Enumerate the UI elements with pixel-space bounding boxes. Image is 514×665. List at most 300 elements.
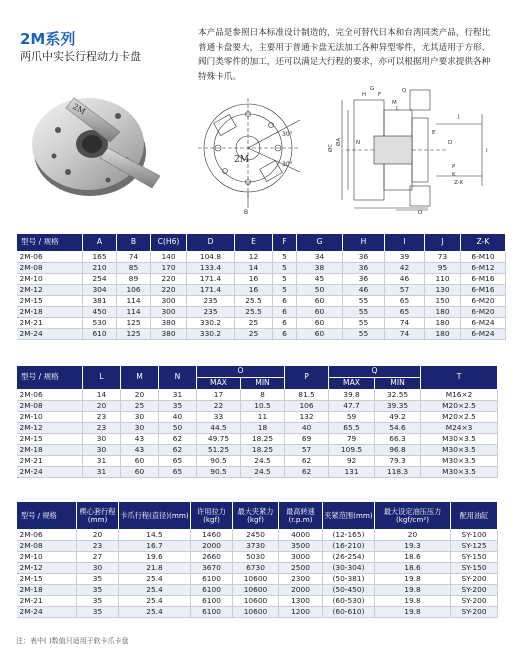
table-cell: 10600 xyxy=(233,607,279,618)
table-cell: 381 xyxy=(83,296,117,307)
col-subheader: MAX xyxy=(329,378,375,390)
table-cell: 165 xyxy=(83,252,117,263)
table-cell: M20×2.5 xyxy=(421,412,498,423)
table-cell: 65 xyxy=(159,456,197,467)
table-row xyxy=(17,263,506,274)
table-cell: 6100 xyxy=(191,585,233,596)
model-cell: 2M-06 xyxy=(17,390,83,401)
table-cell: 20 xyxy=(77,530,119,541)
table-cell: 35 xyxy=(77,574,119,585)
dim-label-a: ØA xyxy=(336,137,342,146)
table-cell: 610 xyxy=(83,329,117,340)
model-cell: 2M-08 xyxy=(17,541,77,552)
model-cell: 2M-10 xyxy=(17,412,83,423)
table-cell: 6-M24 xyxy=(461,329,506,340)
table-cell: 25 xyxy=(235,318,273,329)
table-cell: 19.3 xyxy=(375,541,451,552)
table-cell: 16 xyxy=(235,285,273,296)
col-header: 最大夹紧力(kgf) xyxy=(233,502,279,530)
table-row xyxy=(17,307,506,318)
table-cell: 6100 xyxy=(191,607,233,618)
table-cell: 44.5 xyxy=(197,423,241,434)
table-row xyxy=(17,456,498,467)
table-cell: 57 xyxy=(385,285,425,296)
table-cell: 46 xyxy=(385,274,425,285)
table-cell: 31 xyxy=(83,467,121,478)
table-cell: 90.5 xyxy=(197,467,241,478)
table-cell: 33 xyxy=(197,412,241,423)
dim-label-h: H xyxy=(362,92,367,98)
table-row xyxy=(17,252,506,263)
model-cell: 2M-21 xyxy=(17,318,83,329)
table-cell: 16.7 xyxy=(119,541,191,552)
col-header: F xyxy=(273,234,297,252)
table-cell: 45 xyxy=(297,274,343,285)
table-cell: 96.8 xyxy=(375,445,421,456)
table-cell: 16 xyxy=(235,274,273,285)
table-cell: 62 xyxy=(159,434,197,445)
table-cell: 65.5 xyxy=(329,423,375,434)
table-cell: 74 xyxy=(117,252,151,263)
table-cell: 220 xyxy=(151,285,187,296)
table-cell: 17 xyxy=(197,390,241,401)
table-row xyxy=(17,412,498,423)
table-cell: 79.3 xyxy=(375,456,421,467)
table-cell: 150 xyxy=(425,296,461,307)
table-cell: 5 xyxy=(273,252,297,263)
footnote: 注：表中( )数值只适用于软卡爪卡盘 xyxy=(16,637,129,645)
table-cell: 2450 xyxy=(233,530,279,541)
table-cell: 130 xyxy=(425,285,461,296)
table-row xyxy=(17,390,498,401)
table-cell: 65 xyxy=(385,307,425,318)
table-cell: 6-M20 xyxy=(461,296,506,307)
table-cell: 36 xyxy=(343,252,385,263)
table-cell: 60 xyxy=(297,329,343,340)
table-cell: 14 xyxy=(235,263,273,274)
model-cell: 2M-12 xyxy=(17,563,77,574)
model-cell: 2M-15 xyxy=(17,574,77,585)
table-cell: (60-530) xyxy=(323,596,375,607)
col-header: 最高转速(r.p.m) xyxy=(279,502,323,530)
table-cell: 2500 xyxy=(279,563,323,574)
col-header: 配用油缸 xyxy=(451,502,498,530)
table-cell: 74 xyxy=(385,329,425,340)
table-cell: 81.5 xyxy=(285,390,329,401)
table-cell: 43 xyxy=(121,445,159,456)
model-cell: 2M-24 xyxy=(17,467,83,478)
table-cell: 31 xyxy=(83,456,121,467)
table-cell: 6-M16 xyxy=(461,285,506,296)
table-cell: 1300 xyxy=(279,596,323,607)
table-row xyxy=(17,563,498,574)
dim-label-n: N xyxy=(356,140,361,146)
model-cell: 2M-12 xyxy=(17,285,83,296)
table-row xyxy=(17,541,498,552)
model-cell: 2M-06 xyxy=(17,530,77,541)
table-cell: 60 xyxy=(297,318,343,329)
table-cell: 235 xyxy=(187,307,235,318)
table-cell: 180 xyxy=(425,318,461,329)
table-cell: 5 xyxy=(273,285,297,296)
col-header: 楔心套行程(mm) xyxy=(77,502,119,530)
table-row xyxy=(17,596,498,607)
col-header: Z-K xyxy=(461,234,506,252)
table-cell: 6-M12 xyxy=(461,263,506,274)
performance-table xyxy=(16,501,498,618)
table-cell: 90.5 xyxy=(197,456,241,467)
col-header: I xyxy=(385,234,425,252)
table-cell: 25.5 xyxy=(235,296,273,307)
table-cell: 62 xyxy=(159,445,197,456)
table-cell: 20 xyxy=(83,401,121,412)
table-cell: 235 xyxy=(187,296,235,307)
dim-label-f: F xyxy=(378,92,382,98)
table-cell: 30 xyxy=(83,445,121,456)
table-cell: 2300 xyxy=(279,574,323,585)
table-cell: 43 xyxy=(121,434,159,445)
table-cell: 79 xyxy=(329,434,375,445)
table-cell: 89 xyxy=(117,274,151,285)
table-cell: 5 xyxy=(273,274,297,285)
table-cell: 6 xyxy=(273,296,297,307)
table-cell: 5030 xyxy=(233,552,279,563)
table-cell: SY-200 xyxy=(451,585,498,596)
table-cell: 125 xyxy=(117,318,151,329)
col-subheader: MIN xyxy=(375,378,421,390)
table-cell: 62 xyxy=(285,467,329,478)
table-cell: 110 xyxy=(425,274,461,285)
table-cell: 19.8 xyxy=(375,596,451,607)
table-cell: 10600 xyxy=(233,596,279,607)
table-cell: 39.35 xyxy=(375,401,421,412)
table-row xyxy=(17,585,498,596)
dimensions-table xyxy=(16,233,506,340)
table-cell: 6-M24 xyxy=(461,318,506,329)
table-cell: 35 xyxy=(77,607,119,618)
table-cell: 60 xyxy=(121,467,159,478)
table-cell: 60 xyxy=(297,296,343,307)
dim-label-m: M xyxy=(392,100,397,106)
table-cell: 6 xyxy=(273,329,297,340)
table-cell: 32.55 xyxy=(375,390,421,401)
table-cell: 5 xyxy=(273,263,297,274)
table-cell: 530 xyxy=(83,318,117,329)
table-cell: 106 xyxy=(285,401,329,412)
table-cell: 49.75 xyxy=(197,434,241,445)
table-cell: 57 xyxy=(285,445,329,456)
product-description: 本产品是参照日本标准设计制造的，完全可替代日本和台湾同类产品，行程比普通卡盘要大，主要用于普通卡盘无法加工各种异型零件，尤其适用于方形、阀门类零件的加工，还可以满足大行程的要求，亦可以根据用户要求提供各种特殊卡爪。 xyxy=(198,28,491,82)
table-cell: 62 xyxy=(285,456,329,467)
table-cell: 380 xyxy=(151,318,187,329)
table-cell: 12 xyxy=(235,252,273,263)
table-cell: 25 xyxy=(235,329,273,340)
table-cell: 23 xyxy=(83,423,121,434)
product-subtitle: 两爪中实长行程动力卡盘 xyxy=(20,50,141,63)
table-cell: 171.4 xyxy=(187,274,235,285)
table-cell: 10600 xyxy=(233,585,279,596)
table-cell: M16×2 xyxy=(421,390,498,401)
table-cell: 25.4 xyxy=(119,607,191,618)
dim-label-j: J xyxy=(458,114,460,120)
table-cell: 10.5 xyxy=(241,401,285,412)
table-cell: 51.25 xyxy=(197,445,241,456)
table-cell: 35 xyxy=(159,401,197,412)
table-cell: SY-100 xyxy=(451,530,498,541)
table-cell: 19.6 xyxy=(119,552,191,563)
table-cell: 95 xyxy=(425,263,461,274)
table-cell: 35 xyxy=(77,585,119,596)
table-cell: 39 xyxy=(385,252,425,263)
table-row xyxy=(17,574,498,585)
side-view xyxy=(342,90,482,210)
table-row xyxy=(17,530,498,541)
table-cell: 59 xyxy=(329,412,375,423)
table-cell: 14.5 xyxy=(119,530,191,541)
table-row xyxy=(17,434,498,445)
table-cell: 18.25 xyxy=(241,434,285,445)
table-cell: 54.6 xyxy=(375,423,421,434)
table-cell: 34 xyxy=(297,252,343,263)
dim-label-p: P xyxy=(452,164,456,170)
col-header: L xyxy=(83,366,121,390)
table-cell: 180 xyxy=(425,307,461,318)
col-header: N xyxy=(159,366,197,390)
table-cell: 2000 xyxy=(191,541,233,552)
dim-label-i: I xyxy=(486,148,488,154)
table-cell: 210 xyxy=(83,263,117,274)
col-header: J xyxy=(425,234,461,252)
col-header: Q xyxy=(329,366,421,378)
dim-label-q: Q xyxy=(402,88,407,94)
table-row xyxy=(17,607,498,618)
table-cell: 21.8 xyxy=(119,563,191,574)
table-cell: 2660 xyxy=(191,552,233,563)
table-cell: 25.4 xyxy=(119,574,191,585)
table-cell: 23 xyxy=(83,412,121,423)
table-cell: 25.4 xyxy=(119,585,191,596)
model-cell: 2M-10 xyxy=(17,274,83,285)
table-cell: (60-610) xyxy=(323,607,375,618)
table-cell: 3670 xyxy=(191,563,233,574)
dim-label-d: D xyxy=(448,140,453,146)
model-cell: 2M-15 xyxy=(17,296,83,307)
table-cell: 36 xyxy=(343,274,385,285)
front-view xyxy=(198,98,300,216)
col-header: O xyxy=(197,366,285,378)
table-cell: 14 xyxy=(83,390,121,401)
table-cell: 11 xyxy=(241,412,285,423)
table-cell: 69 xyxy=(285,434,329,445)
table-cell: M30×3.5 xyxy=(421,456,498,467)
col-header: 许用拉力(kgf) xyxy=(191,502,233,530)
table-cell: 114 xyxy=(117,296,151,307)
table-row xyxy=(17,318,506,329)
table-cell: 19.8 xyxy=(375,585,451,596)
table-cell: 140 xyxy=(151,252,187,263)
table-cell: 35 xyxy=(77,596,119,607)
table-header-row xyxy=(17,366,498,378)
table-row xyxy=(17,445,498,456)
dim-label-e: E xyxy=(432,130,436,136)
table-cell: (50-381) xyxy=(323,574,375,585)
table-cell: 6 xyxy=(273,307,297,318)
table-cell: M30×3.5 xyxy=(421,434,498,445)
table-row xyxy=(17,401,498,412)
col-header: A xyxy=(83,234,117,252)
table-cell: M30×3.5 xyxy=(421,467,498,478)
model-cell: 2M-21 xyxy=(17,596,77,607)
table-cell: 24.5 xyxy=(241,467,285,478)
table-cell: (26-254) xyxy=(323,552,375,563)
table-cell: 6-M16 xyxy=(461,274,506,285)
table-cell: 18.6 xyxy=(375,563,451,574)
model-cell: 2M-10 xyxy=(17,552,77,563)
angle-label-1: 30° xyxy=(282,131,293,138)
table-cell: 3500 xyxy=(279,541,323,552)
table-cell: 106 xyxy=(117,285,151,296)
table-cell: 180 xyxy=(425,329,461,340)
model-cell: 2M-12 xyxy=(17,423,83,434)
table-cell: 220 xyxy=(151,274,187,285)
col-header: P xyxy=(285,366,329,390)
model-cell: 2M-24 xyxy=(17,329,83,340)
table-cell: (16-210) xyxy=(323,541,375,552)
col-header: 卡爪行程(直径)(mm) xyxy=(119,502,191,530)
col-header: T xyxy=(421,366,498,390)
table-cell: 104.8 xyxy=(187,252,235,263)
table-cell: 133.4 xyxy=(187,263,235,274)
table-cell: M20×2.5 xyxy=(421,401,498,412)
table-cell: SY-200 xyxy=(451,596,498,607)
table-cell: 3730 xyxy=(233,541,279,552)
table-row xyxy=(17,467,498,478)
table-row xyxy=(17,274,506,285)
table-cell: 40 xyxy=(159,412,197,423)
model-cell: 2M-24 xyxy=(17,607,77,618)
table-cell: 6-M20 xyxy=(461,307,506,318)
table-cell: 10600 xyxy=(233,574,279,585)
table-row xyxy=(17,552,498,563)
table-cell: 19.8 xyxy=(375,574,451,585)
table-cell: 18.25 xyxy=(241,445,285,456)
table-cell: SY-150 xyxy=(451,552,498,563)
dim-label-g: G xyxy=(370,86,375,92)
table-cell: 27 xyxy=(77,552,119,563)
col-header: 型号 / 规格 xyxy=(17,234,83,252)
table-cell: 4000 xyxy=(279,530,323,541)
table-cell: 42 xyxy=(385,263,425,274)
table-cell: 171.4 xyxy=(187,285,235,296)
table-cell: M30×3.5 xyxy=(421,445,498,456)
table-cell: M24×3 xyxy=(421,423,498,434)
table-cell: 114 xyxy=(117,307,151,318)
table-cell: 50 xyxy=(297,285,343,296)
table-cell: 22 xyxy=(197,401,241,412)
table-cell: 49.2 xyxy=(375,412,421,423)
model-cell: 2M-18 xyxy=(17,445,83,456)
col-header: 最大设定油压压力 (kgf/cm²) xyxy=(375,502,451,530)
table-cell: 25.5 xyxy=(235,307,273,318)
table-cell: 46 xyxy=(343,285,385,296)
table-row xyxy=(17,423,498,434)
table-cell: 74 xyxy=(385,318,425,329)
col-header: 夹紧范围(mm) xyxy=(323,502,375,530)
col-header: M xyxy=(121,366,159,390)
table-cell: 20 xyxy=(121,390,159,401)
table-cell: 18 xyxy=(241,423,285,434)
table-cell: 55 xyxy=(343,296,385,307)
jaw-dimensions-table xyxy=(16,365,498,478)
table-cell: 170 xyxy=(151,263,187,274)
table-cell: 2000 xyxy=(279,585,323,596)
col-header: 型号 / 规格 xyxy=(17,366,83,390)
table-cell: 30 xyxy=(121,412,159,423)
table-cell: 254 xyxy=(83,274,117,285)
model-cell: 2M-06 xyxy=(17,252,83,263)
dim-label-b: B xyxy=(244,209,249,216)
table-cell: 300 xyxy=(151,296,187,307)
table-cell: 6-M10 xyxy=(461,252,506,263)
dim-label-o: O xyxy=(418,210,423,216)
dim-label-l: L xyxy=(396,106,400,112)
col-subheader: MIN xyxy=(241,378,285,390)
table-cell: (50-450) xyxy=(323,585,375,596)
table-cell: 25 xyxy=(121,401,159,412)
model-cell: 2M-18 xyxy=(17,585,77,596)
photo-engraving: 2M xyxy=(71,101,88,117)
model-cell: 2M-15 xyxy=(17,434,83,445)
table-cell: 118.3 xyxy=(375,467,421,478)
table-cell: 55 xyxy=(343,307,385,318)
table-cell: 38 xyxy=(297,263,343,274)
dim-label-zk: Z-K xyxy=(454,180,464,186)
col-header: E xyxy=(235,234,273,252)
table-cell: 66.3 xyxy=(375,434,421,445)
table-cell: 47.7 xyxy=(329,401,375,412)
model-cell: 2M-08 xyxy=(17,401,83,412)
table-header-row xyxy=(17,234,506,252)
dim-label-c: ØC xyxy=(328,143,334,152)
table-cell: SY-200 xyxy=(451,574,498,585)
table-cell: 50 xyxy=(159,423,197,434)
table-cell: 31 xyxy=(159,390,197,401)
col-header: G xyxy=(297,234,343,252)
col-header: 型号 / 规格 xyxy=(17,502,77,530)
col-header: H xyxy=(343,234,385,252)
table-cell: 65 xyxy=(159,467,197,478)
table-cell: 30 xyxy=(77,563,119,574)
table-cell: 6730 xyxy=(233,563,279,574)
model-cell: 2M-18 xyxy=(17,307,83,318)
table-cell: 380 xyxy=(151,329,187,340)
col-subheader: MAX xyxy=(197,378,241,390)
table-cell: 132 xyxy=(285,412,329,423)
col-header: D xyxy=(187,234,235,252)
table-cell: 73 xyxy=(425,252,461,263)
table-cell: 39.8 xyxy=(329,390,375,401)
table-cell: 60 xyxy=(121,456,159,467)
table-cell: 40 xyxy=(285,423,329,434)
table-cell: 1460 xyxy=(191,530,233,541)
table-row xyxy=(17,329,506,340)
col-header: C(H6) xyxy=(151,234,187,252)
table-cell: 65 xyxy=(385,296,425,307)
table-cell: 125 xyxy=(117,329,151,340)
table-cell: 304 xyxy=(83,285,117,296)
table-cell: 131 xyxy=(329,467,375,478)
table-cell: 23 xyxy=(77,541,119,552)
